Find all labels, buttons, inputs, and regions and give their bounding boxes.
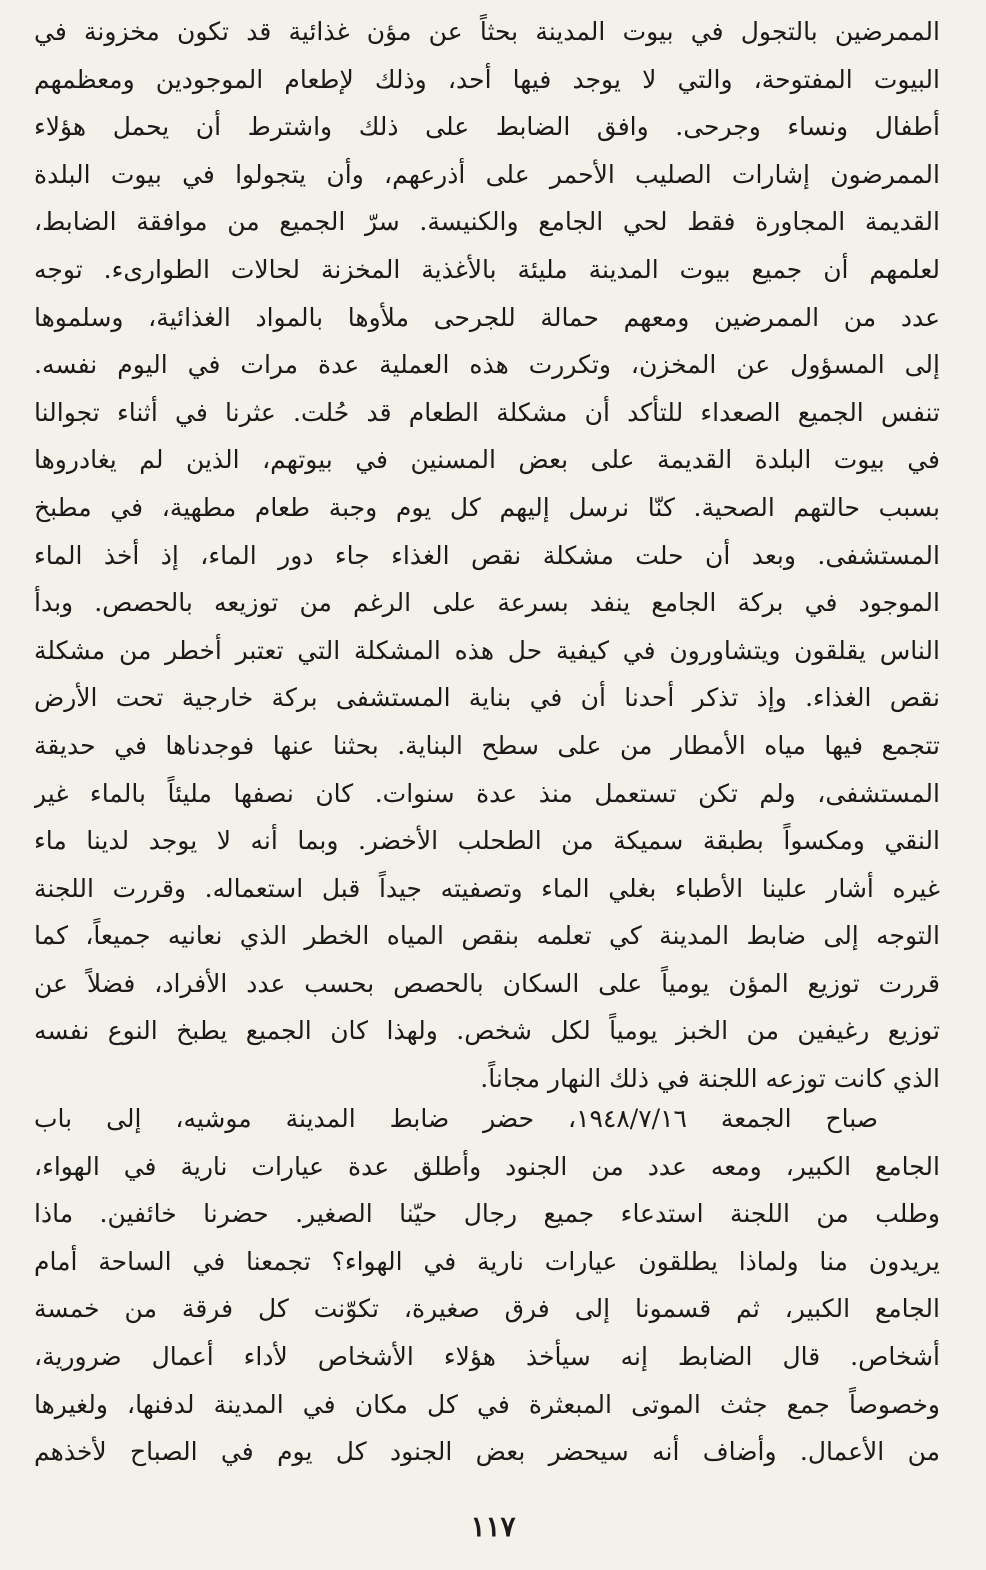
text-line: النقي ومكسواً بطبقة سميكة من الطحلب الأخضر. وبما أنه لا يوجد لدينا ماء — [34, 826, 940, 856]
page-number: ١١٧ — [470, 1510, 516, 1543]
text-line: الجامع الكبير، ومعه عدد من الجنود وأطلق عدة عيارات نارية في الهواء، — [34, 1151, 940, 1181]
text-line: تنفس الجميع الصعداء للتأكد أن مشكلة الطعام قد حُلت. عثرنا في أثناء تجوالنا — [34, 397, 940, 427]
text-line: غيره أشار علينا الأطباء بغلي الماء وتصفيته جيداً قبل استعماله. وقررت اللجنة — [34, 873, 940, 903]
text-line: في بيوت البلدة القديمة على بعض المسنين في بيوتهم، الذين لم يغادروها — [34, 445, 940, 475]
text-line: الجامع الكبير، ثم قسمونا إلى فرق صغيرة، تكوّنت كل فرقة من خمسة — [34, 1294, 940, 1324]
text-line: صباح الجمعة ١٩٤٨/٧/١٦، حضر ضابط المدينة موشيه، إلى باب — [34, 1104, 878, 1133]
text-line: نقص الغذاء. وإذ تذكر أحدنا أن في بناية المستشفى بركة خارجية تحت الأرض — [34, 683, 940, 713]
text-line: عدد من الممرضين ومعهم حمالة للجرحى ملأوها بالمواد الغذائية، وسلموها — [34, 302, 940, 332]
text-line: يريدون منا ولماذا يطلقون عيارات نارية في الهواء؟ تجمعنا في الساحة أمام — [34, 1246, 940, 1276]
text-line: التوجه إلى ضابط المدينة كي تعلمه بنقص المياه الخطر الذي نعانيه جميعاً، كما — [34, 921, 940, 951]
text-line: الممرضون إشارات الصليب الأحمر على أذرعهم، وأن يتجولوا في بيوت البلدة — [34, 159, 940, 189]
text-line: من الأعمال. وأضاف أنه سيحضر بعض الجنود كل يوم في الصباح لأخذهم — [34, 1437, 940, 1467]
text-line: المستشفى، ولم تكن تستعمل منذ عدة سنوات. كان نصفها مليئاً بالماء غير — [34, 778, 940, 808]
text-line: أشخاص. قال الضابط إنه سيأخذ هؤلاء الأشخاص لأداء أعمال ضرورية، — [34, 1341, 940, 1371]
text-line: القديمة المجاورة فقط لحي الجامع والكنيسة. سرّ الجميع من موافقة الضابط، — [34, 207, 940, 237]
text-line: الممرضين بالتجول في بيوت المدينة بحثاً عن مؤن غذائية قد تكون مخزونة في — [34, 17, 940, 46]
text-line: الناس يقلقون ويتشاورون في كيفية حل هذه المشكلة التي تعتبر أخطر من مشكلة — [34, 635, 940, 665]
paragraph-1 — [34, 8, 940, 1103]
text-line: تتجمع فيها مياه الأمطار من على سطح البناية. بحثنا عنها فوجدناها في حديقة — [34, 730, 940, 760]
text-line: الذي كانت توزعه اللجنة في ذلك النهار مجاناً. — [480, 1064, 940, 1094]
text-line: أطفال ونساء وجرحى. وافق الضابط على ذلك واشترط أن يحمل هؤلاء — [34, 112, 940, 142]
text-line: قررت توزيع المؤن يومياً على السكان بالحصص بحسب عدد الأفراد، فضلاً عن — [34, 968, 940, 998]
text-line: المستشفى. وبعد أن حلت مشكلة نقص الغذاء جاء دور الماء، إذ أخذ الماء — [34, 540, 940, 570]
text-line: وخصوصاً جمع جثث الموتى المبعثرة في كل مكان في المدينة لدفنها، ولغيرها — [34, 1389, 940, 1419]
text-line: توزيع رغيفين من الخبز يومياً لكل شخص. ولهذا كان الجميع يطبخ النوع نفسه — [34, 1016, 940, 1046]
paragraph-2 — [34, 1095, 940, 1476]
text-line: لعلمهم أن جميع بيوت المدينة مليئة بالأغذية المخزنة لحالات الطوارىء. توجه — [34, 254, 940, 284]
text-line: إلى المسؤول عن المخزن، وتكررت هذه العملية عدة مرات في اليوم نفسه. — [34, 350, 940, 380]
text-line: الموجود في بركة الجامع ينفد بسرعة على الرغم من توزيعه بالحصص. وبدأ — [34, 588, 940, 618]
text-line: بسبب حالتهم الصحية. كنّا نرسل إليهم كل يوم وجبة طعام مطهية، في مطبخ — [34, 492, 940, 522]
text-line: وطلب من اللجنة استدعاء جميع رجال حيّنا الصغير. حضرنا خائفين. ماذا — [34, 1199, 940, 1229]
text-line: البيوت المفتوحة، والتي لا يوجد فيها أحد، وذلك لإطعام الموجودين ومعظمهم — [34, 64, 940, 94]
